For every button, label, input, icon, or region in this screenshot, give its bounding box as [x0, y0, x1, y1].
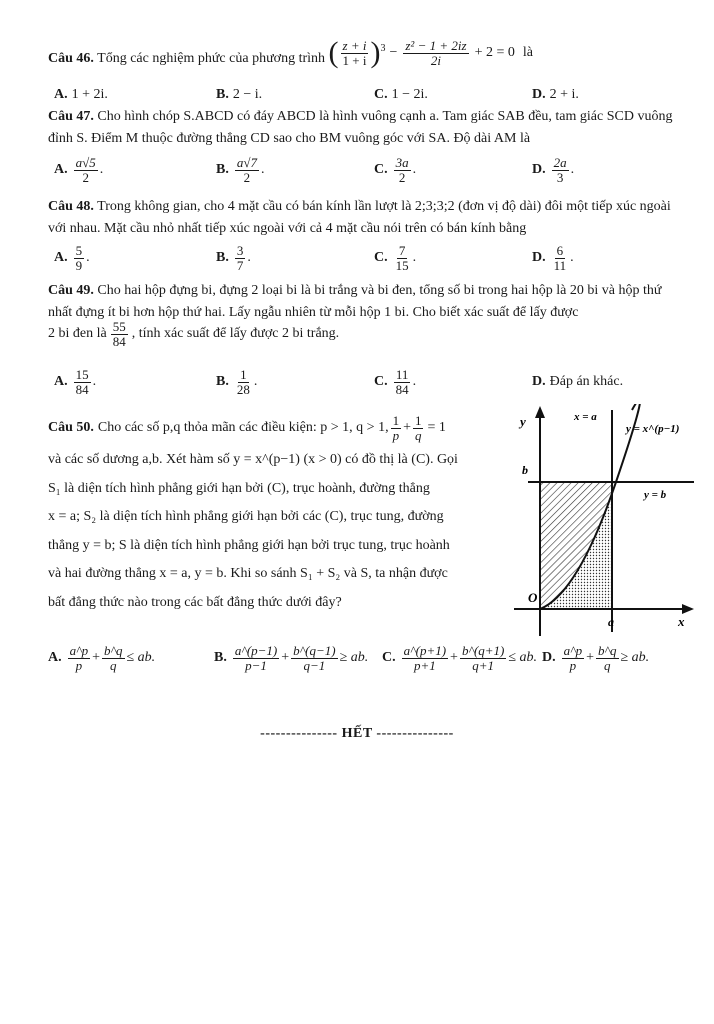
- x-label: x: [678, 614, 685, 629]
- question-47-label: Câu 47.: [48, 109, 94, 124]
- question-50-graph: [508, 404, 698, 636]
- question-49-options: [48, 362, 684, 402]
- question-48-label: Câu 48.: [48, 199, 94, 214]
- option-46-c[interactable]: C. 1 − 2i.: [374, 87, 428, 102]
- origin-label: O: [528, 590, 538, 605]
- a-label: a: [608, 615, 614, 629]
- question-47-text: Cho hình chóp S.ABCD có đáy ABCD là hình vuông cạnh a. Tam giác SAB đều, tam giác SCD vuông đỉnh S. Điểm M thuộc đường thẳng CD sao cho BM vuông góc với SA. Độ dài AM là: [48, 109, 673, 146]
- option-47-a[interactable]: A. $\frac{a√5}{2}$ .: [54, 154, 104, 185]
- question-50-label: Câu 50.: [48, 419, 94, 435]
- question-46: [48, 38, 684, 70]
- option-48-b[interactable]: B. $\frac{3}{7}$ .: [216, 242, 251, 273]
- option-49-b[interactable]: B. $\frac{1}{28}$ .: [216, 366, 258, 397]
- question-48: [48, 196, 684, 240]
- question-50-options: [48, 636, 684, 680]
- y-label: y: [520, 414, 526, 429]
- b-label: b: [522, 463, 528, 477]
- option-50-d[interactable]: D. $\frac{a\^{}p}{p}$ + $\frac{b\^{}q}{q}$ ≥ ab.: [542, 642, 650, 673]
- end-marker: --------------- HẾT ---------------: [260, 726, 454, 741]
- question-46-options: [48, 84, 684, 106]
- question-49-text: Cho hai hộp đựng bi, đựng 2 loại bi là bi trắng và bi đen, tổng số bi trong hai hộp là 20 bi và hộp thứ nhất đựng ít bi hơn hộp thứ hai. Lấy ngẫu nhiên từ mỗi hộp 1 bi. Cho biết xác suất để lấy được: [48, 283, 662, 320]
- option-48-c[interactable]: C. $\frac{7}{15}$ .: [374, 242, 417, 273]
- question-49-line2: 2 bi đen là $\frac{55}{84}$ , tính xác suất để lấy được 2 bi trắng.: [48, 319, 340, 349]
- option-46-d[interactable]: D. 2 + i.: [532, 87, 579, 102]
- option-49-d[interactable]: D. Đáp án khác.: [532, 374, 624, 389]
- option-49-a[interactable]: A. $\frac{15}{84}$ .: [54, 366, 97, 397]
- option-48-a[interactable]: A. $\frac{5}{9}$ .: [54, 242, 90, 273]
- option-47-b[interactable]: B. $\frac{a√7}{2}$ .: [216, 154, 265, 185]
- option-47-d[interactable]: D. $\frac{2a}{3}$ .: [532, 154, 575, 185]
- question-50: Câu 50. Cho các số p,q thỏa mãn các điều kiện: p > 1, q > 1, $\frac{1}{p}$ + $\frac{1}{q}$ = 1 và các số dương a,b. Xét hàm số y = x^(p−1) (x > 0) có đồ thị là (C). Gọi S₁ là diện tích hình phẳng giới hạn bởi (C), trục hoành, đường thẳng x = a; S₂ là diện tích hình phẳng giới hạn bởi các (C), trục tung, đường thẳng y = b; S là diện tích hình phẳng giới hạn bởi trục tung, trục hoành và hai đường thẳng x = a, y = b. Khi so sánh S₁ + S₂ và S, ta nhận được bất đẳng thức nào trong các bất đẳng thức dưới đây?: [48, 412, 458, 610]
- x-axis-arrow: [682, 604, 694, 614]
- question-48-options: [48, 238, 684, 278]
- y-eq-b-label: y = b: [644, 489, 667, 501]
- y-axis-arrow: [535, 406, 545, 418]
- option-50-a[interactable]: A. $\frac{a\^{}p}{p}$ + $\frac{b\^{}q}{q}$ ≤ ab.: [48, 642, 156, 673]
- question-46-label: Câu 46.: [48, 51, 94, 66]
- option-46-b[interactable]: B. 2 − i.: [216, 87, 263, 102]
- option-50-b[interactable]: B. $\frac{a\^{}(p-1)}{p-1}$ + $\frac{b\^{}(q-1)}{q-1}$ ≥ ab.: [214, 642, 369, 673]
- question-49-label: Câu 49.: [48, 283, 94, 298]
- question-46-equation: ( $\frac{z + i}{1 + i}$ ) $^3$ − $\frac{\text{z² − 1 + 2iz}}{2i}$ + 2 = 0 là: [328, 36, 533, 69]
- question-49: [48, 280, 684, 324]
- question-47-options: [48, 150, 684, 190]
- question-48-text: Trong không gian, cho 4 mặt cầu có bán kính lần lượt là 2;3;3;2 (đơn vị độ dài) đôi một tiếp xúc ngoài với nhau. Mặt cầu nhỏ nhất tiếp xúc ngoài với cả 4 mặt cầu nói trên có bán kính bằng: [48, 199, 671, 236]
- curve-label: y = x^(p−1): [626, 423, 680, 435]
- question-46-text: Tổng các nghiệm phức của phương trình: [97, 51, 326, 66]
- question-47: [48, 106, 684, 150]
- option-46-a[interactable]: A. 1 + 2i.: [54, 87, 108, 102]
- option-47-c[interactable]: C. $\frac{3a}{2}$ .: [374, 154, 417, 185]
- option-50-c[interactable]: C. $\frac{a\^{}(p+1)}{p+1}$ + $\frac{b\^{}(q+1)}{q+1}$ ≤ ab.: [382, 642, 538, 673]
- x-eq-a-label: x = a: [574, 411, 597, 423]
- option-48-d[interactable]: D. $\frac{6}{11}$ .: [532, 242, 574, 273]
- option-49-c[interactable]: C. $\frac{11}{84}$ .: [374, 366, 417, 397]
